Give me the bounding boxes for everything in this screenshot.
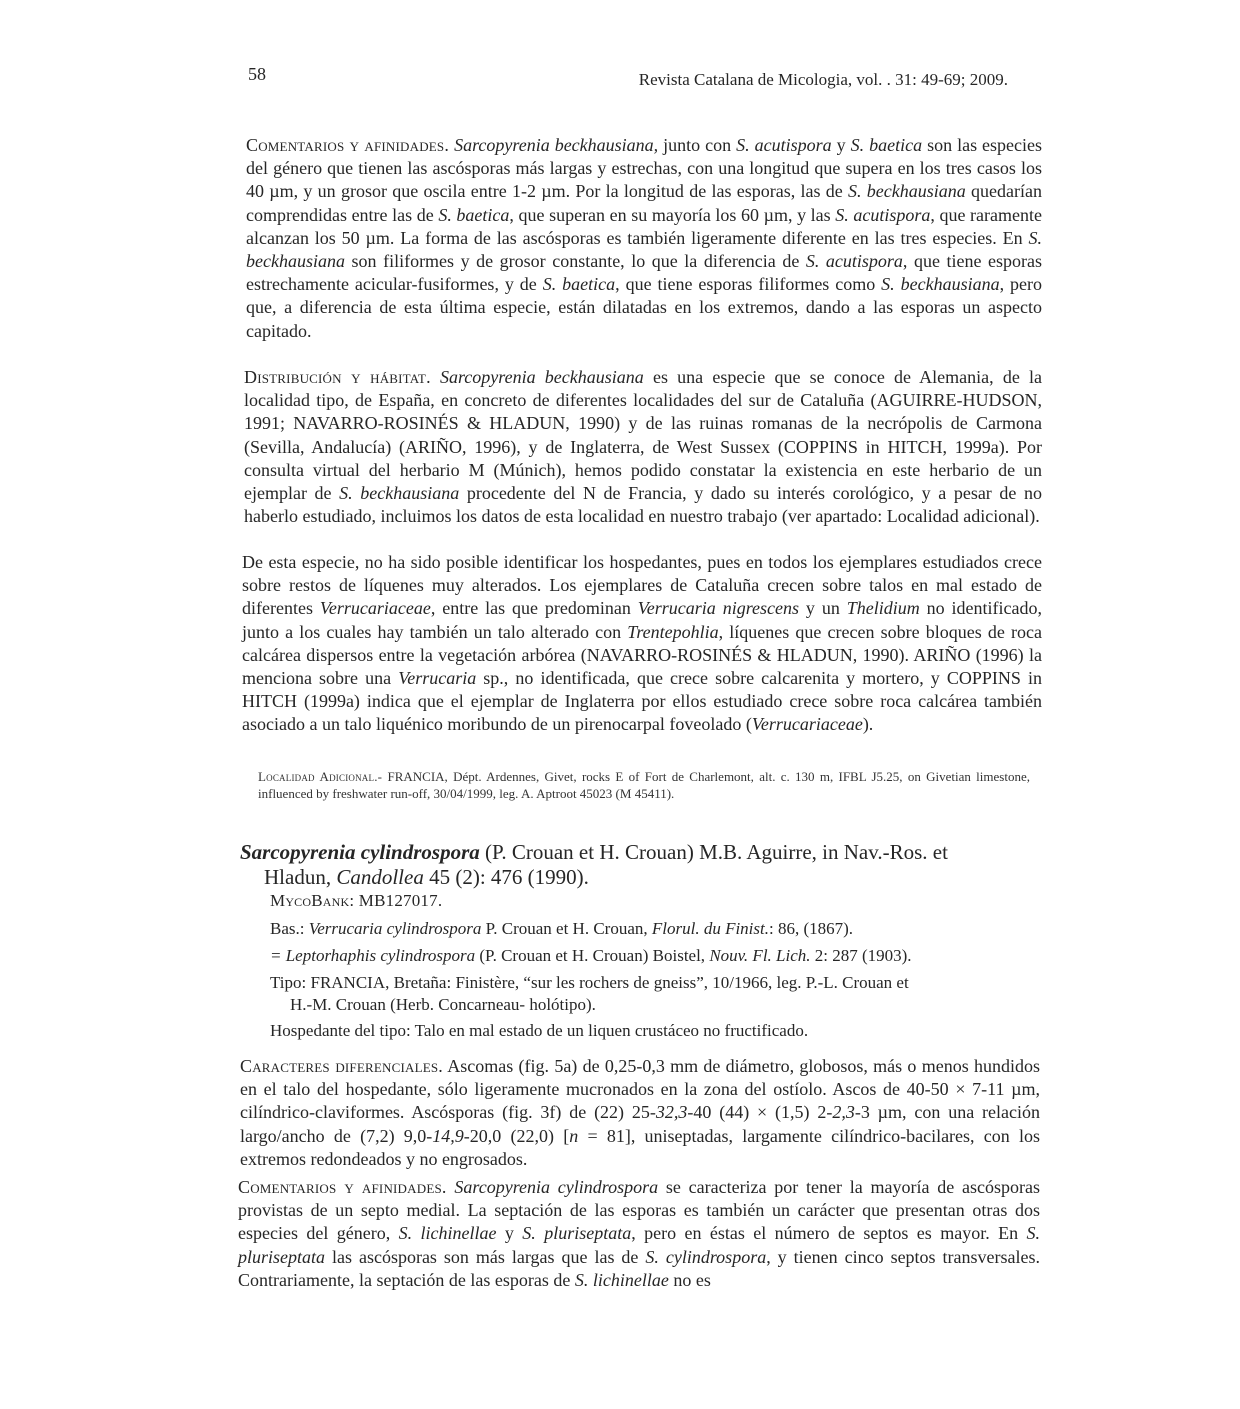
taxon-name: S. acutispora: [805, 251, 903, 272]
taxon-name: Sarcopyrenia beckhausiana,: [454, 135, 659, 155]
type-host-line: Hospedante del tipo: Talo en mal estado de un liquen crustáceo no fructificado.: [270, 1021, 809, 1040]
taxon-name: S. beckhausiana: [881, 274, 1000, 295]
species-heading: Sarcopyrenia cylindrospora (P. Crouan et H. Crouan) M.B. Aguirre, in Nav.-Ros. et Hladun, Candollea 45 (2): 476 (1990).: [240, 840, 948, 889]
taxon-name: S. baetica: [850, 135, 923, 155]
distribucion-paragraph: Distribución y hábitat. Sarcopyrenia beckhausiana es una especie que se conoce de Alemania, de la localidad tipo, de España, en concreto de diferentes localidades del sur de Cataluña (AGUIRRE-HUDSON, 1991; NAVARRO-ROSINÉS & HLADUN, 1990) y de las ruinas romanas de la necrópolis de Carmona (Sevilla, Andalucía) (ARIÑO, 1996), y de Inglaterra, de West Sussex (COPPINS in HITCH, 1999a). Por consulta virtual del herbario M (Múnich), hemos podido constatar la existencia en este herbario de un ejemplar de S. beckhausiana procedente del N de Francia, y dado su interés corológico, y a pesar de no haberlo estudiado, incluimos los datos de esta localidad en nuestro trabajo (ver apartado: Localidad adicional).: [244, 367, 1043, 527]
running-title: Revista Catalana de Micologia, vol. . 31: 49-69; 2009.: [638, 70, 1008, 89]
section-label: Comentarios y afinidades.: [238, 1177, 447, 1197]
taxon-name: S. acutispora: [736, 135, 832, 155]
type-line: Tipo: FRANCIA, Bretaña: Finistère, “sur les rochers de gneiss”, 10/1966, leg. P.-L. Crouan et H.-M. Crouan (Herb. Concarneau- holótipo).: [270, 973, 909, 1014]
taxon-name: S. beckhausiana: [848, 181, 966, 202]
taxon-name: S. beckhausiana: [339, 483, 460, 504]
taxon-name: Verrucaria cylindrospora: [308, 919, 482, 938]
page-header: [248, 64, 1008, 92]
taxon-name: S. acutispora: [835, 204, 931, 225]
taxon-name: S. baetica: [438, 204, 510, 225]
journal-name: Candollea: [336, 865, 424, 889]
taxon-name: Sarcopyrenia beckhausiana: [439, 367, 644, 387]
hospedantes-paragraph: De esta especie, no ha sido posible identificar los hospedantes, pues en todos los ejemplares estudiados crece sobre restos de líquenes muy alterados. Los ejemplares de Cataluña crecen sobre talos en mal estado de diferentes Verrucariaceae, entre las que predominan Verrucaria nigrescens y un Thelidium no identificado, junto a los cuales hay también un talo alterado con Trentepohlia, líquenes que crecen sobre bloques de roca calcárea dispersos entre la vegetación arbórea (NAVARRO-ROSINÉS & HLADUN, 1990). ARIÑO (1996) la menciona sobre una Verrucaria sp., no identificada, que crece sobre calcarenita y mortero, y COPPINS in HITCH (1999a) indica que el ejemplar de Inglaterra por ellos estudiado crece sobre roca calcárea también asociado a un talo liquénico moribundo de un pirenocarpal foveolado (Verrucariaceae).: [242, 552, 1043, 735]
mycobank-line: MycoBank: MB127017.: [270, 891, 443, 910]
taxon-name: S. lichinellae: [574, 1269, 669, 1290]
section-label: Distribución y hábitat.: [244, 367, 431, 387]
section-label: Comentarios y afinidades.: [246, 135, 450, 155]
taxon-name: S. lichinellae: [398, 1223, 497, 1244]
taxon-name: S. beckhausiana: [246, 227, 1042, 272]
section-label: Localidad Adicional.-: [258, 769, 383, 784]
caracteres-paragraph: Caracteres diferenciales. Ascomas (fig. 5a) de 0,25-0,3 mm de diámetro, globosos, más o menos hundidos en el talo del hospedante, sólo ligeramente mucronados en la zona del ostíolo. Ascos de 40-50 × 7-11 µm, cilíndrico-claviformes. Ascósporas (fig. 3f) de (22) 25-32,3-40 (44) × (1,5) 2-2,3-3 µm, con una relación largo/ancho de (7,2) 9,0-14,9-20,0 (22,0) [n = 81], uniseptadas, largamente cilíndrico-bacilares, con los extremos redondeados y no engrosados.: [240, 1056, 1040, 1169]
page-number: 58: [248, 64, 266, 84]
taxon-name: Sarcopyrenia cylindrospora: [454, 1177, 659, 1197]
work-title: Nouv. Fl. Lich.: [709, 946, 811, 965]
section-label: Caracteres diferenciales.: [240, 1056, 444, 1076]
taxon-name: Verrucaria nigrescens: [637, 598, 800, 619]
comentarios-paragraph-1: Comentarios y afinidades. Sarcopyrenia beckhausiana, junto con S. acutispora y S. baetica son las especies del género que tienen las ascósporas más largas y estrechas, con una longitud que supera en los tres casos los 40 µm, y un grosor que oscila entre 1-2 µm. Por la longitud de las esporas, las de S. beckhausiana quedarían comprendidas entre las de S. baetica, que superan en su mayoría los 60 µm, y las S. acutispora, que raramente alcanzan los 50 µm. La forma de las ascósporas es también ligeramente diferente en las tres especies. En S. beckhausiana son filiformes y de grosor constante, lo que la diferencia de S. acutispora, que tiene esporas estrechamente acicular-fusiformes, y de S. baetica, que tiene esporas filiformes como S. beckhausiana, pero que, a diferencia de esta última especie, están dilatadas en los extremos, dando a las esporas un aspecto capitado.: [246, 135, 1043, 341]
basionym-line: Bas.: Verrucaria cylindrospora P. Crouan et H. Crouan, Florul. du Finist.: 86, (1867).: [270, 919, 854, 938]
taxon-name: Verrucariaceae: [319, 598, 431, 619]
taxon-name: S. baetica: [542, 274, 616, 295]
species-name: Sarcopyrenia cylindrospora: [240, 840, 480, 864]
taxon-name: = Leptorhaphis cylindrospora: [270, 946, 476, 965]
synonym-line: = Leptorhaphis cylindrospora (P. Crouan et H. Crouan) Boistel, Nouv. Fl. Lich. 2: 287 (1903).: [270, 946, 912, 965]
taxon-name: Trentepohlia: [627, 621, 719, 642]
taxon-name: S. pluriseptata: [522, 1223, 632, 1244]
taxon-name: S. cylindrospora: [645, 1246, 767, 1267]
taxon-name: S. pluriseptata: [238, 1223, 1040, 1267]
localidad-adicional-note: Localidad Adicional.- FRANCIA, Dépt. Ardennes, Givet, rocks E of Fort de Charlemont, alt. c. 130 m, IFBL J5.25, on Givetian limestone, influenced by freshwater run-off, 30/04/1999, leg. A. Aptroot 45023 (M 45411).: [258, 769, 1030, 801]
taxon-name: Verrucariaceae: [751, 714, 863, 735]
taxon-name: Verrucaria: [398, 668, 477, 689]
comentarios-paragraph-2: Comentarios y afinidades. Sarcopyrenia cylindrospora se caracteriza por tener la mayoría de ascósporas provistas de un septo medial. La septación de las esporas es también un carácter que presentan otras dos especies del género, S. lichinellae y S. pluriseptata, pero en éstas el número de septos es mayor. En S. pluriseptata las ascósporas son más largas que las de S. cylindrospora, y tienen cinco septos transversales. Contrariamente, la septación de las esporas de S. lichinellae no es: [238, 1177, 1041, 1290]
work-title: Florul. du Finist.: [651, 919, 769, 938]
taxon-name: Thelidium: [846, 598, 920, 619]
